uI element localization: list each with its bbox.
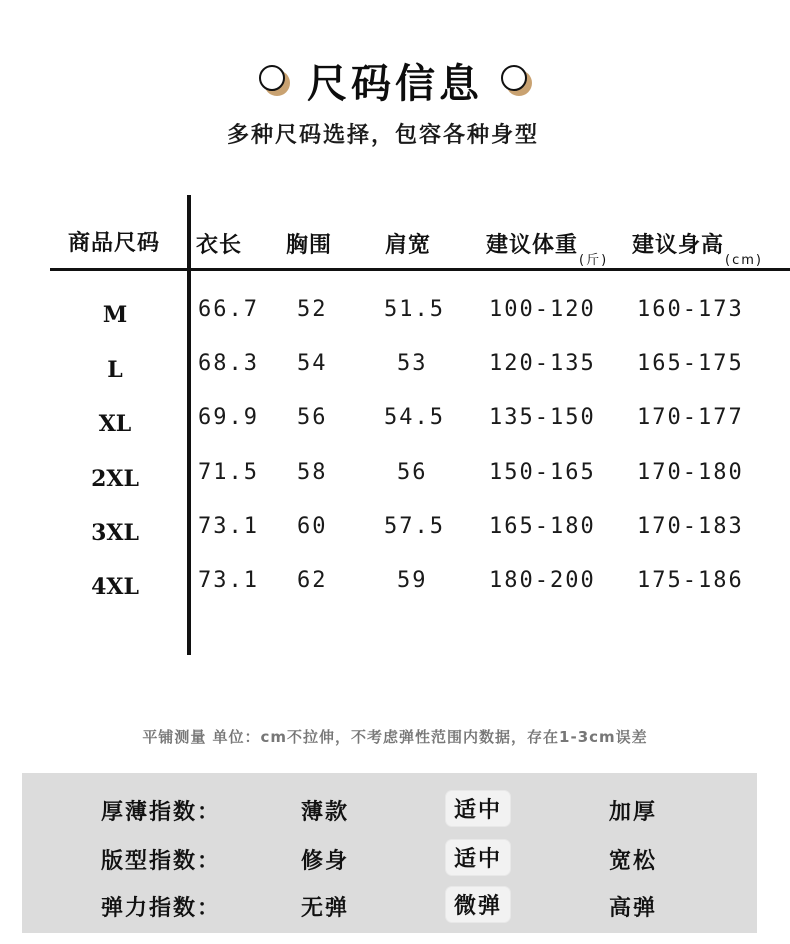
index-option: 修身 (301, 849, 350, 874)
page-title-row (0, 52, 790, 108)
circle-decoration-icon (501, 65, 531, 95)
chest-cell: 60 (297, 514, 328, 539)
weight-cell: 135-150 (489, 405, 596, 430)
index-option: 无弹 (301, 896, 350, 921)
index-option: 宽松 (609, 849, 658, 874)
length-cell: 66.7 (198, 297, 259, 322)
size-cell: 3XL (91, 520, 139, 546)
chest-cell: 52 (297, 297, 328, 322)
index-option-selected: 微弹 (446, 887, 510, 922)
table-vertical-divider (187, 195, 191, 655)
index-option-selected: 适中 (446, 840, 510, 875)
size-cell: 4XL (91, 574, 139, 600)
index-option: 加厚 (609, 800, 658, 825)
length-cell: 73.1 (198, 568, 259, 593)
header-height-unit: (cm) (725, 253, 763, 268)
header-chest: 胸围 (286, 233, 333, 258)
size-cell: L (107, 357, 123, 383)
page-subtitle: 多种尺码选择，包容各种身型 (226, 123, 539, 148)
shoulder-cell: 59 (397, 568, 428, 593)
height-cell: 175-186 (637, 568, 744, 593)
weight-cell: 165-180 (489, 514, 596, 539)
header-weight-label: 建议体重 (486, 233, 579, 258)
length-cell: 68.3 (198, 351, 259, 376)
table-header-divider (50, 268, 790, 271)
header-weight (486, 228, 609, 268)
length-cell: 69.9 (198, 405, 259, 430)
header-height (632, 228, 763, 268)
size-cell: M (102, 302, 128, 328)
weight-cell: 100-120 (489, 297, 596, 322)
height-cell: 165-175 (637, 351, 744, 376)
index-option: 薄款 (301, 800, 350, 825)
chest-cell: 54 (297, 351, 328, 376)
shoulder-cell: 57.5 (384, 514, 445, 539)
height-cell: 170-183 (637, 514, 744, 539)
index-label-fit: 版型指数： (101, 849, 222, 874)
index-option-selected: 适中 (446, 791, 510, 826)
height-cell: 160-173 (637, 297, 744, 322)
index-label-thickness: 厚薄指数： (101, 800, 222, 825)
index-label-elasticity: 弹力指数： (101, 896, 222, 921)
chest-cell: 58 (297, 460, 328, 485)
length-cell: 73.1 (198, 514, 259, 539)
header-size: 商品尺码 (68, 231, 161, 256)
chest-cell: 62 (297, 568, 328, 593)
chest-cell: 56 (297, 405, 328, 430)
header-shoulder: 肩宽 (385, 233, 432, 258)
weight-cell: 180-200 (489, 568, 596, 593)
circle-decoration-icon (259, 65, 289, 95)
shoulder-cell: 51.5 (384, 297, 445, 322)
height-cell: 170-180 (637, 460, 744, 485)
page-title: 尺码信息 (307, 60, 483, 107)
weight-cell: 120-135 (489, 351, 596, 376)
header-length: 衣长 (196, 233, 243, 258)
shoulder-cell: 56 (397, 460, 428, 485)
shoulder-cell: 53 (397, 351, 428, 376)
size-cell: 2XL (91, 466, 139, 492)
shoulder-cell: 54.5 (384, 405, 445, 430)
header-weight-unit: (斤) (579, 253, 609, 268)
height-cell: 170-177 (637, 405, 744, 430)
size-cell: XL (98, 411, 132, 437)
weight-cell: 150-165 (489, 460, 596, 485)
index-option: 高弹 (609, 896, 658, 921)
measurement-note: 平铺测量 单位：cm不拉伸，不考虑弹性范围内数据，存在1-3cm误差 (142, 728, 648, 746)
length-cell: 71.5 (198, 460, 259, 485)
header-height-label: 建议身高 (632, 233, 725, 258)
